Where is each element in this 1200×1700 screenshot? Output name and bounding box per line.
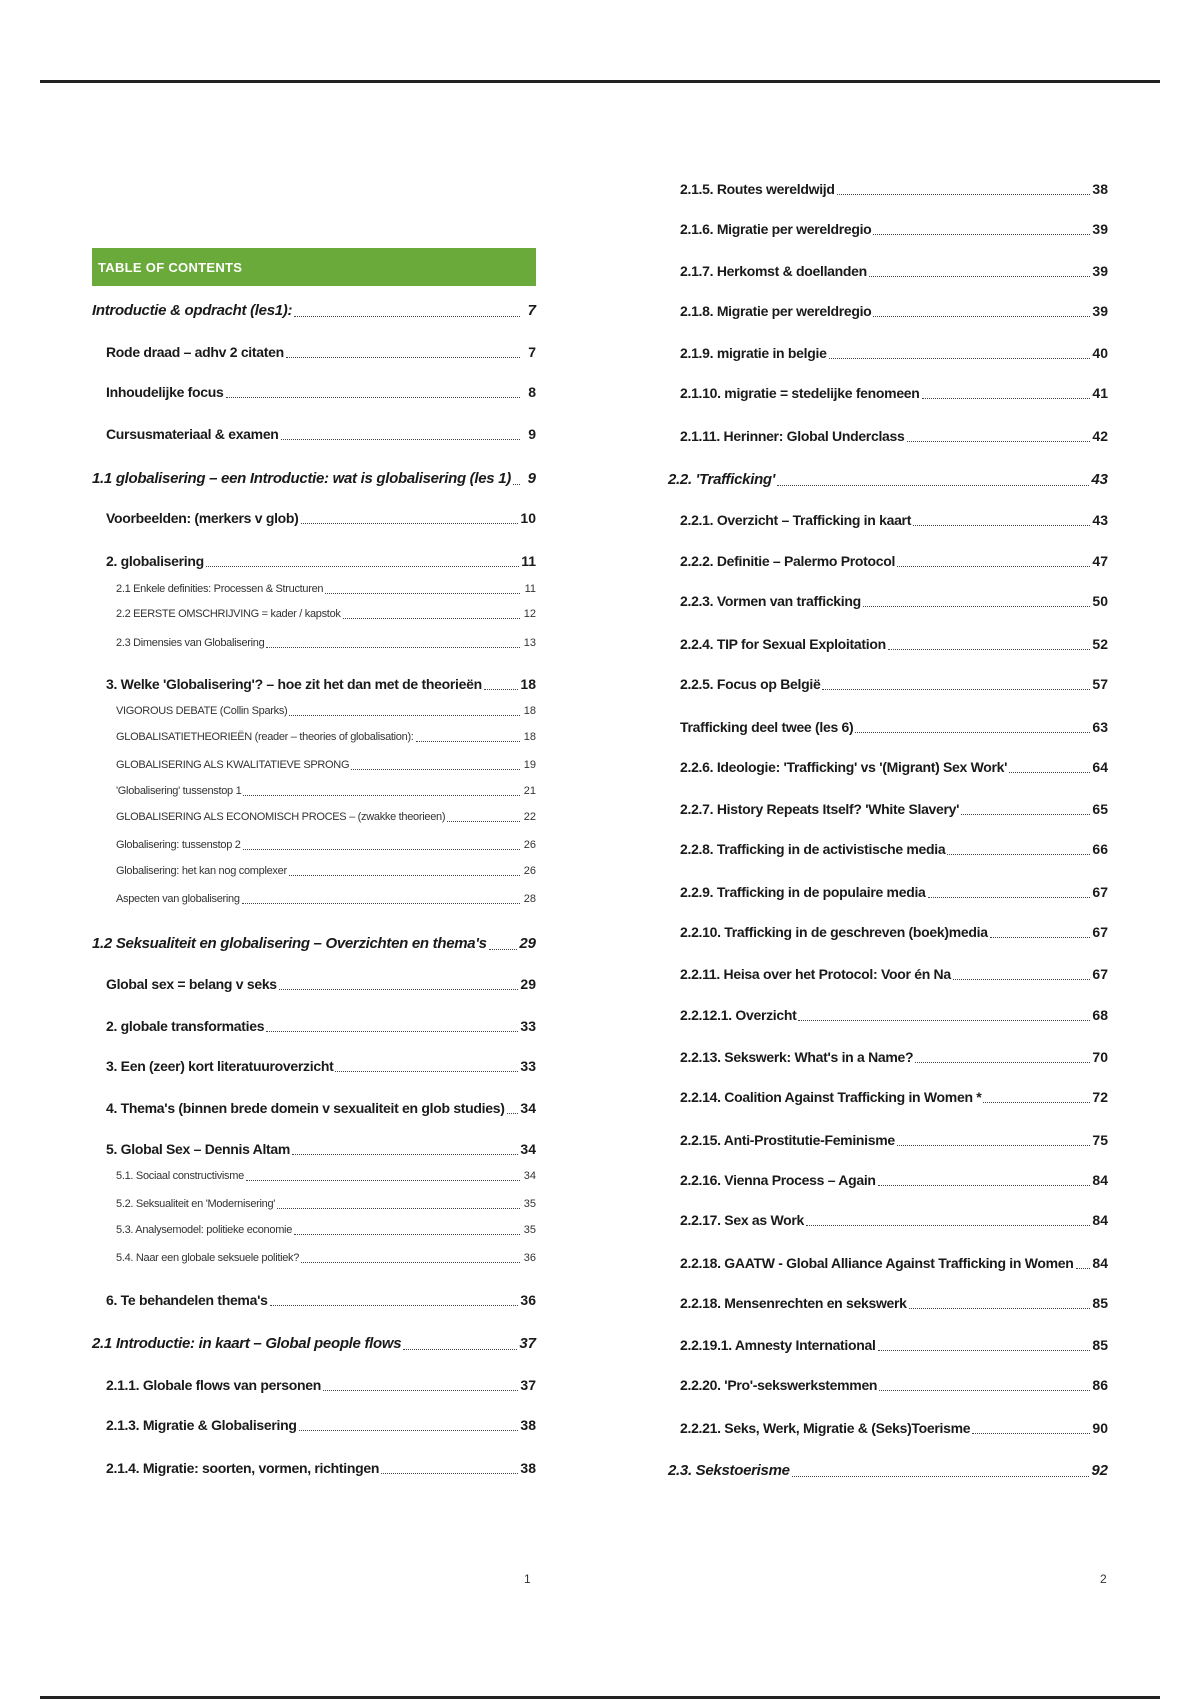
toc-leader-dots (301, 1253, 520, 1262)
toc-entry-title: 5.1. Sociaal constructivisme (116, 1170, 244, 1182)
toc-entry-title: 2.1.3. Migratie & Globalisering (106, 1417, 297, 1433)
toc-entry-page: 43 (1092, 512, 1108, 528)
toc-leader-dots (294, 1225, 520, 1234)
toc-leader-dots (897, 555, 1090, 567)
toc-leader-dots (381, 1462, 518, 1474)
toc-entry-page: 38 (1092, 181, 1108, 197)
toc-entry[interactable] (92, 384, 536, 400)
toc-leader-dots (301, 512, 519, 524)
toc-entry-page: 64 (1092, 759, 1108, 775)
toc-entry-page: 39 (1092, 263, 1108, 279)
toc-leader-dots (343, 609, 520, 618)
toc-leader-dots (947, 843, 1090, 855)
toc-leader-dots (416, 732, 520, 741)
toc-entry-page: 34 (520, 1141, 536, 1157)
toc-entry-title: 2.1 Enkele definities: Processen & Structuren (116, 583, 324, 595)
toc-entry-page: 18 (523, 731, 536, 743)
toc-leader-dots (489, 937, 518, 949)
toc-entry[interactable] (92, 344, 536, 360)
toc-entry[interactable] (92, 1335, 536, 1352)
toc-entry[interactable] (668, 1172, 1108, 1188)
toc-leader-dots (289, 706, 520, 715)
toc-leader-dots (266, 638, 520, 647)
toc-entry-title: Global sex = belang v seks (106, 976, 277, 992)
toc-leader-dots (294, 304, 520, 316)
toc-entry[interactable] (668, 512, 1108, 528)
toc-entry[interactable] (92, 1417, 536, 1433)
toc-entry-title: 2.1.9. migratie in belgie (680, 345, 827, 361)
toc-entry-page: 37 (519, 1335, 536, 1352)
toc-entry[interactable] (92, 976, 536, 992)
toc-entry[interactable] (668, 676, 1108, 692)
toc-entry-page: 66 (1092, 841, 1108, 857)
toc-leader-dots (863, 595, 1091, 607)
toc-leader-dots (226, 386, 520, 398)
toc-entry-page: 11 (521, 553, 536, 569)
toc-entry[interactable] (668, 884, 1108, 900)
toc-leader-dots (242, 894, 520, 903)
toc-leader-dots (909, 1297, 1091, 1309)
toc-entry[interactable] (668, 1132, 1108, 1148)
toc-entry[interactable] (668, 263, 1108, 279)
toc-entry-title: 4. Thema's (binnen brede domein v sexualiteit en glob studies) (106, 1100, 505, 1116)
toc-entry-title: 2.2.2. Definitie – Palermo Protocol (680, 553, 896, 569)
toc-entry[interactable] (92, 935, 536, 952)
toc-entry-title: GLOBALISERING ALS KWALITATIEVE SPRONG (116, 759, 350, 771)
toc-entry-title: Globalisering: tussenstop 2 (116, 839, 241, 851)
toc-leader-dots (323, 1379, 518, 1391)
toc-entry-page: 90 (1092, 1420, 1108, 1436)
toc-entry[interactable] (92, 583, 536, 595)
toc-entry[interactable] (668, 841, 1108, 857)
toc-entry-title: 3. Welke 'Globalisering'? – hoe zit het dan met de theorieën (106, 676, 482, 692)
toc-entry[interactable] (668, 1295, 1108, 1311)
toc-entry-page: 37 (520, 1377, 536, 1393)
toc-entry-title: 2.2.9. Trafficking in de populaire media (680, 884, 926, 900)
toc-entry[interactable] (668, 221, 1108, 237)
toc-entry[interactable] (92, 426, 536, 442)
toc-entry-title: 2.2.8. Trafficking in de activistische media (680, 841, 946, 857)
toc-leader-dots (897, 1134, 1091, 1146)
toc-entry-title: 3. Een (zeer) kort literatuuroverzicht (106, 1058, 334, 1074)
toc-entry[interactable] (92, 1141, 536, 1157)
toc-entry[interactable] (92, 302, 536, 319)
toc-entry-page: 72 (1092, 1089, 1108, 1105)
toc-entry-title: 2. globalisering (106, 553, 204, 569)
toc-entry-page: 28 (523, 893, 536, 905)
toc-entry[interactable] (668, 1049, 1108, 1065)
toc-entry[interactable] (92, 731, 536, 743)
toc-entry-page: 18 (520, 676, 536, 692)
bottom-rule (40, 1696, 1160, 1699)
toc-entry[interactable] (92, 1460, 536, 1476)
toc-leader-dots (325, 584, 520, 593)
toc-entry-title: 2.1.7. Herkomst & doellanden (680, 263, 867, 279)
toc-entry-page: 18 (523, 705, 536, 717)
toc-entry-title: 'Globalisering' tussenstop 1 (116, 785, 242, 797)
toc-entry[interactable] (668, 1089, 1108, 1105)
toc-entry[interactable] (92, 1170, 536, 1182)
toc-leader-dots (403, 1337, 517, 1349)
toc-entry-page: 35 (523, 1198, 536, 1210)
toc-entry-title: GLOBALISATIETHEORIEËN (reader – theories of globalisation): (116, 731, 414, 743)
toc-leader-dots (806, 1214, 1090, 1226)
toc-entry[interactable] (668, 181, 1108, 197)
toc-entry-page: 12 (523, 608, 536, 620)
toc-leader-dots (243, 840, 520, 849)
toc-entry[interactable] (668, 966, 1108, 982)
toc-entry-page: 39 (1092, 221, 1108, 237)
toc-entry[interactable] (668, 636, 1108, 652)
toc-leader-dots (513, 472, 520, 484)
toc-leader-dots (922, 387, 1091, 399)
toc-entry[interactable] (668, 719, 1108, 735)
toc-entry-title: 2.1.6. Migratie per wereldregio (680, 221, 872, 237)
toc-entry-page: 84 (1092, 1172, 1108, 1188)
toc-entry-page: 65 (1092, 801, 1108, 817)
toc-leader-dots (829, 347, 1091, 359)
toc-header-label: TABLE OF CONTENTS (98, 260, 243, 275)
toc-leader-dots (507, 1102, 519, 1114)
toc-leader-dots (879, 1379, 1090, 1391)
toc-entry-title: Rode draad – adhv 2 citaten (106, 344, 284, 360)
toc-entry[interactable] (668, 1420, 1108, 1436)
toc-entry-page: 22 (523, 811, 536, 823)
toc-leader-dots (961, 803, 1090, 815)
toc-leader-dots (792, 1464, 1090, 1476)
toc-leader-dots (822, 678, 1090, 690)
toc-entry-title: 6. Te behandelen thema's (106, 1292, 268, 1308)
toc-entry-title: 2.2.16. Vienna Process – Again (680, 1172, 876, 1188)
toc-entry-title: 2.3. Sekstoerisme (668, 1462, 790, 1479)
toc-entry-page: 67 (1092, 924, 1108, 940)
toc-entry-title: Aspecten van globalisering (116, 893, 240, 905)
toc-entry-title: Voorbeelden: (merkers v glob) (106, 510, 299, 526)
toc-entry-title: 2. globale transformaties (106, 1018, 265, 1034)
toc-leader-dots (907, 430, 1091, 442)
toc-entry-page: 84 (1092, 1255, 1108, 1271)
toc-entry-title: 2.2.17. Sex as Work (680, 1212, 805, 1228)
toc-entry-title: 1.1 globalisering – een Introductie: wat is globalisering (les 1) (92, 470, 511, 487)
toc-entry-title: Cursusmateriaal & examen (106, 426, 279, 442)
toc-entry-page: 9 (527, 470, 536, 487)
toc-entry[interactable] (668, 1462, 1108, 1479)
toc-entry[interactable] (668, 924, 1108, 940)
toc-entry-title: 2.2.3. Vormen van trafficking (680, 593, 861, 609)
toc-entry-title: 2.2.13. Sekswerk: What's in a Name? (680, 1049, 914, 1065)
toc-entry-page: 26 (523, 839, 536, 851)
toc-entry-title: 2.2.4. TIP for Sexual Exploitation (680, 636, 886, 652)
toc-entry[interactable] (668, 428, 1108, 444)
toc-entry-title: 2.1.8. Migratie per wereldregio (680, 303, 872, 319)
toc-leader-dots (277, 1199, 520, 1208)
toc-leader-dots (270, 1294, 519, 1306)
toc-entry[interactable] (92, 1224, 536, 1236)
toc-entry-title: 2.2 EERSTE OMSCHRIJVING = kader / kapstok (116, 608, 341, 620)
toc-entry-title: 2.2.14. Coalition Against Trafficking in Women * (680, 1089, 982, 1105)
toc-leader-dots (351, 760, 520, 769)
toc-leader-dots (873, 223, 1090, 235)
toc-entry[interactable] (92, 865, 536, 877)
toc-entry-title: 2.2.20. 'Pro'-sekswerkstemmen (680, 1377, 878, 1393)
toc-entry-page: 52 (1092, 636, 1108, 652)
toc-leader-dots (915, 1051, 1090, 1063)
toc-entry-title: 2.2.19.1. Amnesty International (680, 1337, 876, 1353)
toc-entry-page: 85 (1092, 1337, 1108, 1353)
page-number-right: 2 (1100, 1572, 1107, 1586)
toc-leader-dots (246, 1171, 520, 1180)
toc-entry-page: 38 (520, 1417, 536, 1433)
toc-entry-title: 5.4. Naar een globale seksuele politiek? (116, 1252, 300, 1264)
toc-entry-page: 47 (1092, 553, 1108, 569)
toc-entry-page: 43 (1091, 471, 1108, 488)
toc-leader-dots (279, 978, 519, 990)
toc-entry-page: 92 (1091, 1462, 1108, 1479)
toc-entry-page: 29 (520, 976, 536, 992)
toc-entry-title: 2.2.10. Trafficking in de geschreven (boek)media (680, 924, 988, 940)
toc-entry[interactable] (668, 1337, 1108, 1353)
toc-entry-title: VIGOROUS DEBATE (Collin Sparks) (116, 705, 288, 717)
toc-entry-page: 57 (1092, 676, 1108, 692)
toc-entry[interactable] (92, 759, 536, 771)
toc-entry-page: 75 (1092, 1132, 1108, 1148)
toc-leader-dots (869, 265, 1091, 277)
toc-entry-title: 1.2 Seksualiteit en globalisering – Overzichten en thema's (92, 935, 487, 952)
toc-entry[interactable] (92, 705, 536, 717)
toc-entry[interactable] (668, 1377, 1108, 1393)
toc-entry[interactable] (92, 811, 536, 823)
toc-entry-title: 2.2.7. History Repeats Itself? 'White Slavery' (680, 801, 960, 817)
toc-entry-title: Introductie & opdracht (les1): (92, 302, 293, 319)
toc-leader-dots (983, 1091, 1090, 1103)
toc-entry-page: 13 (523, 637, 536, 649)
toc-entry[interactable] (92, 1018, 536, 1034)
toc-entry-title: 2.2.1. Overzicht – Trafficking in kaart (680, 512, 912, 528)
toc-leader-dots (484, 678, 519, 690)
toc-entry-page: 7 (528, 344, 536, 360)
toc-entry-title: 2.2.11. Heisa over het Protocol: Voor én Na (680, 966, 951, 982)
toc-entry[interactable] (92, 553, 536, 569)
toc-entry-page: 38 (520, 1460, 536, 1476)
toc-entry-title: Globalisering: het kan nog complexer (116, 865, 287, 877)
toc-entry-page: 21 (523, 785, 536, 797)
toc-entry-title: 5. Global Sex – Dennis Altam (106, 1141, 291, 1157)
toc-entry-title: 2.3 Dimensies van Globalisering (116, 637, 265, 649)
toc-entry-page: 7 (527, 302, 536, 319)
toc-entry-page: 35 (523, 1224, 536, 1236)
toc-entry[interactable] (92, 1292, 536, 1308)
toc-leader-dots (292, 1143, 518, 1155)
toc-entry-title: 2.2.5. Focus op België (680, 676, 821, 692)
toc-leader-dots (855, 721, 1090, 733)
toc-entry[interactable] (92, 1377, 536, 1393)
toc-entry-page: 68 (1092, 1007, 1108, 1023)
toc-entry-page: 36 (523, 1252, 536, 1264)
toc-entry[interactable] (668, 385, 1108, 401)
toc-entry-page: 85 (1092, 1295, 1108, 1311)
toc-entry-page: 39 (1092, 303, 1108, 319)
toc-entry-page: 86 (1092, 1377, 1108, 1393)
toc-entry-page: 50 (1092, 593, 1108, 609)
toc-leader-dots (837, 183, 1091, 195)
toc-entry[interactable] (92, 676, 536, 692)
toc-entry[interactable] (92, 893, 536, 905)
toc-entry[interactable] (668, 471, 1108, 488)
toc-entry-page: 11 (524, 583, 536, 595)
top-rule (40, 80, 1160, 83)
toc-entry-title: 2.2.18. GAATW - Global Alliance Against Trafficking in Women (680, 1255, 1074, 1271)
toc-entry[interactable] (92, 1058, 536, 1074)
toc-entry-page: 33 (520, 1018, 536, 1034)
toc-leader-dots (281, 428, 520, 440)
toc-leader-dots (990, 926, 1091, 938)
page-number-left: 1 (524, 1572, 531, 1586)
toc-entry-page: 67 (1092, 966, 1108, 982)
toc-entry-page: 41 (1092, 385, 1108, 401)
toc-entry-page: 33 (520, 1058, 536, 1074)
toc-entry-title: 2.1 Introductie: in kaart – Global people flows (92, 1335, 402, 1352)
toc-entry[interactable] (92, 839, 536, 851)
toc-leader-dots (289, 866, 520, 875)
toc-entry-title: 2.2.15. Anti-Prostitutie-Feminisme (680, 1132, 895, 1148)
toc-entry-page: 36 (520, 1292, 536, 1308)
toc-entry[interactable] (92, 1100, 536, 1116)
toc-entry-page: 63 (1092, 719, 1108, 735)
toc-entry-title: Inhoudelijke focus (106, 384, 224, 400)
toc-entry[interactable] (668, 1007, 1108, 1023)
toc-entry-page: 70 (1092, 1049, 1108, 1065)
toc-entry-title: 2.2.21. Seks, Werk, Migratie & (Seks)Toerisme (680, 1420, 971, 1436)
toc-entry-title: 2.1.5. Routes wereldwijd (680, 181, 835, 197)
toc-leader-dots (447, 812, 520, 821)
toc-leader-dots (913, 514, 1090, 526)
toc-entry-page: 8 (528, 384, 536, 400)
toc-leader-dots (206, 555, 519, 567)
toc-entry-page: 10 (520, 510, 536, 526)
toc-entry-page: 26 (523, 865, 536, 877)
toc-leader-dots (266, 1020, 518, 1032)
toc-leader-dots (953, 968, 1091, 980)
toc-entry[interactable] (668, 1212, 1108, 1228)
toc-entry[interactable] (668, 345, 1108, 361)
toc-leader-dots (1076, 1257, 1091, 1269)
toc-leader-dots (878, 1339, 1091, 1351)
toc-header (92, 248, 536, 286)
toc-entry[interactable] (92, 470, 536, 487)
toc-entry-page: 42 (1092, 428, 1108, 444)
toc-leader-dots (286, 346, 520, 358)
toc-leader-dots (1009, 761, 1090, 773)
toc-entry-page: 19 (523, 759, 536, 771)
toc-leader-dots (878, 1174, 1091, 1186)
toc-entry[interactable] (668, 303, 1108, 319)
toc-leader-dots (335, 1060, 518, 1072)
toc-entry-title: 2.2.18. Mensenrechten en sekswerk (680, 1295, 907, 1311)
toc-leader-dots (888, 638, 1091, 650)
toc-entry[interactable] (668, 553, 1108, 569)
toc-entry-title: 2.1.11. Herinner: Global Underclass (680, 428, 905, 444)
toc-entry-title: 2.2. 'Trafficking' (668, 471, 776, 488)
toc-entry-title: 2.1.1. Globale flows van personen (106, 1377, 321, 1393)
toc-entry[interactable] (668, 801, 1108, 817)
toc-entry-title: 2.1.10. migratie = stedelijke fenomeen (680, 385, 920, 401)
toc-entry-page: 40 (1092, 345, 1108, 361)
toc-entry[interactable] (92, 637, 536, 649)
toc-entry[interactable] (92, 785, 536, 797)
toc-leader-dots (299, 1419, 519, 1431)
toc-entry[interactable] (92, 510, 536, 526)
toc-entry-title: 2.2.6. Ideologie: 'Trafficking' vs '(Migrant) Sex Work' (680, 759, 1008, 775)
toc-entry-page: 9 (528, 426, 536, 442)
toc-entry[interactable] (668, 1255, 1108, 1271)
toc-entry-page: 34 (523, 1170, 536, 1182)
toc-entry-title: GLOBALISERING ALS ECONOMISCH PROCES – (zwakke theorieen) (116, 811, 446, 823)
toc-leader-dots (777, 473, 1089, 485)
toc-entry[interactable] (668, 593, 1108, 609)
toc-entry-page: 29 (519, 935, 536, 952)
toc-entry-title: 5.3. Analysemodel: politieke economie (116, 1224, 293, 1236)
toc-entry-title: 2.2.12.1. Overzicht (680, 1007, 797, 1023)
toc-entry[interactable] (92, 608, 536, 620)
toc-entry-title: 2.1.4. Migratie: soorten, vormen, richtingen (106, 1460, 380, 1476)
toc-entry-title: Trafficking deel twee (les 6) (680, 719, 854, 735)
toc-entry[interactable] (668, 759, 1108, 775)
toc-leader-dots (873, 305, 1090, 317)
toc-leader-dots (928, 886, 1091, 898)
toc-entry[interactable] (92, 1252, 536, 1264)
toc-leader-dots (798, 1009, 1090, 1021)
toc-entry-page: 34 (520, 1100, 536, 1116)
toc-entry[interactable] (92, 1198, 536, 1210)
toc-leader-dots (972, 1422, 1090, 1434)
toc-entry-page: 84 (1092, 1212, 1108, 1228)
toc-entry-title: 5.2. Seksualiteit en 'Modernisering' (116, 1198, 276, 1210)
toc-entry-page: 67 (1092, 884, 1108, 900)
toc-leader-dots (243, 786, 520, 795)
